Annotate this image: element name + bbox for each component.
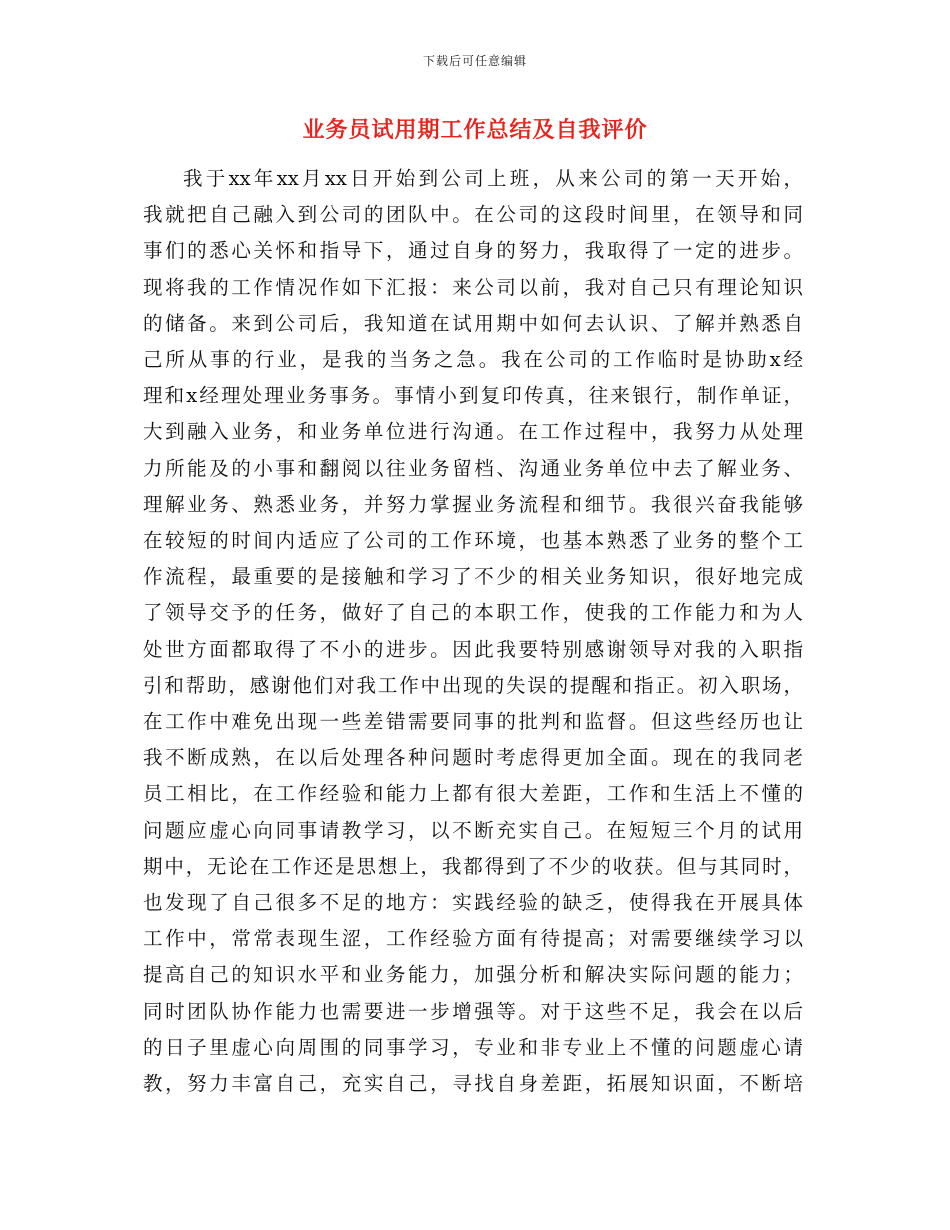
body-text-line: 的储备。来到公司后，我知道在试用期中如何去认识、了解并熟悉自 bbox=[143, 311, 803, 335]
body-text-line: 力所能及的小事和翻阅以往业务留档、沟通业务单位中去了解业务、 bbox=[143, 456, 803, 480]
body-text-line: 大到融入业务，和业务单位进行沟通。在工作过程中，我努力从处理 bbox=[143, 420, 803, 444]
body-text-line: 引和帮助，感谢他们对我工作中出现的失误的提醒和指正。初入职场， bbox=[143, 673, 803, 697]
body-text-line: 员工相比，在工作经验和能力上都有很大差距，工作和生活上不懂的 bbox=[143, 782, 803, 806]
body-text-line: 在较短的时间内适应了公司的工作环境，也基本熟悉了业务的整个工 bbox=[143, 529, 803, 552]
body-text-line: 提高自己的知识水平和业务能力，加强分析和解决实际问题的能力； bbox=[143, 963, 803, 987]
page-header-note: 下载后可任意编辑 bbox=[422, 54, 527, 68]
body-text-line: 理解业务、熟悉业务，并努力掌握业务流程和细节。我很兴奋我能够 bbox=[143, 492, 803, 516]
body-text-line: 我就把自己融入到公司的团队中。在公司的这段时间里，在领导和同 bbox=[143, 203, 803, 227]
body-text-line: 处世方面都取得了不小的进步。因此我要特别感谢领导对我的入职指 bbox=[143, 637, 803, 661]
body-text-line: 了领导交予的任务，做好了自己的本职工作，使我的工作能力和为人 bbox=[143, 601, 803, 625]
body-text-line: 教，努力丰富自己，充实自己，寻找自身差距，拓展知识面，不断培 bbox=[143, 1072, 803, 1095]
body-text-line: 期中，无论在工作还是思想上，我都得到了不少的收获。但与其同时， bbox=[143, 854, 803, 878]
body-text-line: 同时团队协作能力也需要进一步增强等。对于这些不足，我会在以后 bbox=[143, 999, 803, 1023]
body-text-line: 问题应虚心向同事请教学习，以不断充实自己。在短短三个月的试用 bbox=[143, 818, 803, 842]
body-text-line: 作流程，最重要的是接触和学习了不少的相关业务知识，很好地完成 bbox=[143, 565, 803, 589]
body-text-line: 事们的悉心关怀和指导下，通过自身的努力，我取得了一定的进步。 bbox=[143, 239, 803, 263]
body-text-line: 我不断成熟，在以后处理各种问题时考虑得更加全面。现在的我同老 bbox=[143, 746, 803, 770]
body-text-line: 己所从事的行业，是我的当务之急。我在公司的工作临时是协助x经 bbox=[143, 348, 803, 371]
body-text-line: 在工作中难免出现一些差错需要同事的批判和监督。但这些经历也让 bbox=[143, 710, 803, 733]
body-text-line: 也发现了自己很多不足的地方：实践经验的缺乏，使得我在开展具体 bbox=[143, 891, 803, 914]
body-text-line: 我于xx年xx月xx日开始到公司上班，从来公司的第一天开始， bbox=[183, 167, 803, 190]
body-text-line: 的日子里虚心向周围的同事学习，专业和非专业上不懂的问题虚心请 bbox=[143, 1035, 803, 1059]
body-text-line: 工作中，常常表现生涩，工作经验方面有待提高；对需要继续学习以 bbox=[143, 927, 803, 951]
document-title: 业务员试用期工作总结及自我评价 bbox=[302, 117, 648, 143]
body-text-line: 现将我的工作情况作如下汇报：来公司以前，我对自己只有理论知识 bbox=[143, 275, 803, 299]
body-text-line: 理和x经理处理业务事务。事情小到复印传真，往来银行，制作单证， bbox=[143, 384, 803, 408]
